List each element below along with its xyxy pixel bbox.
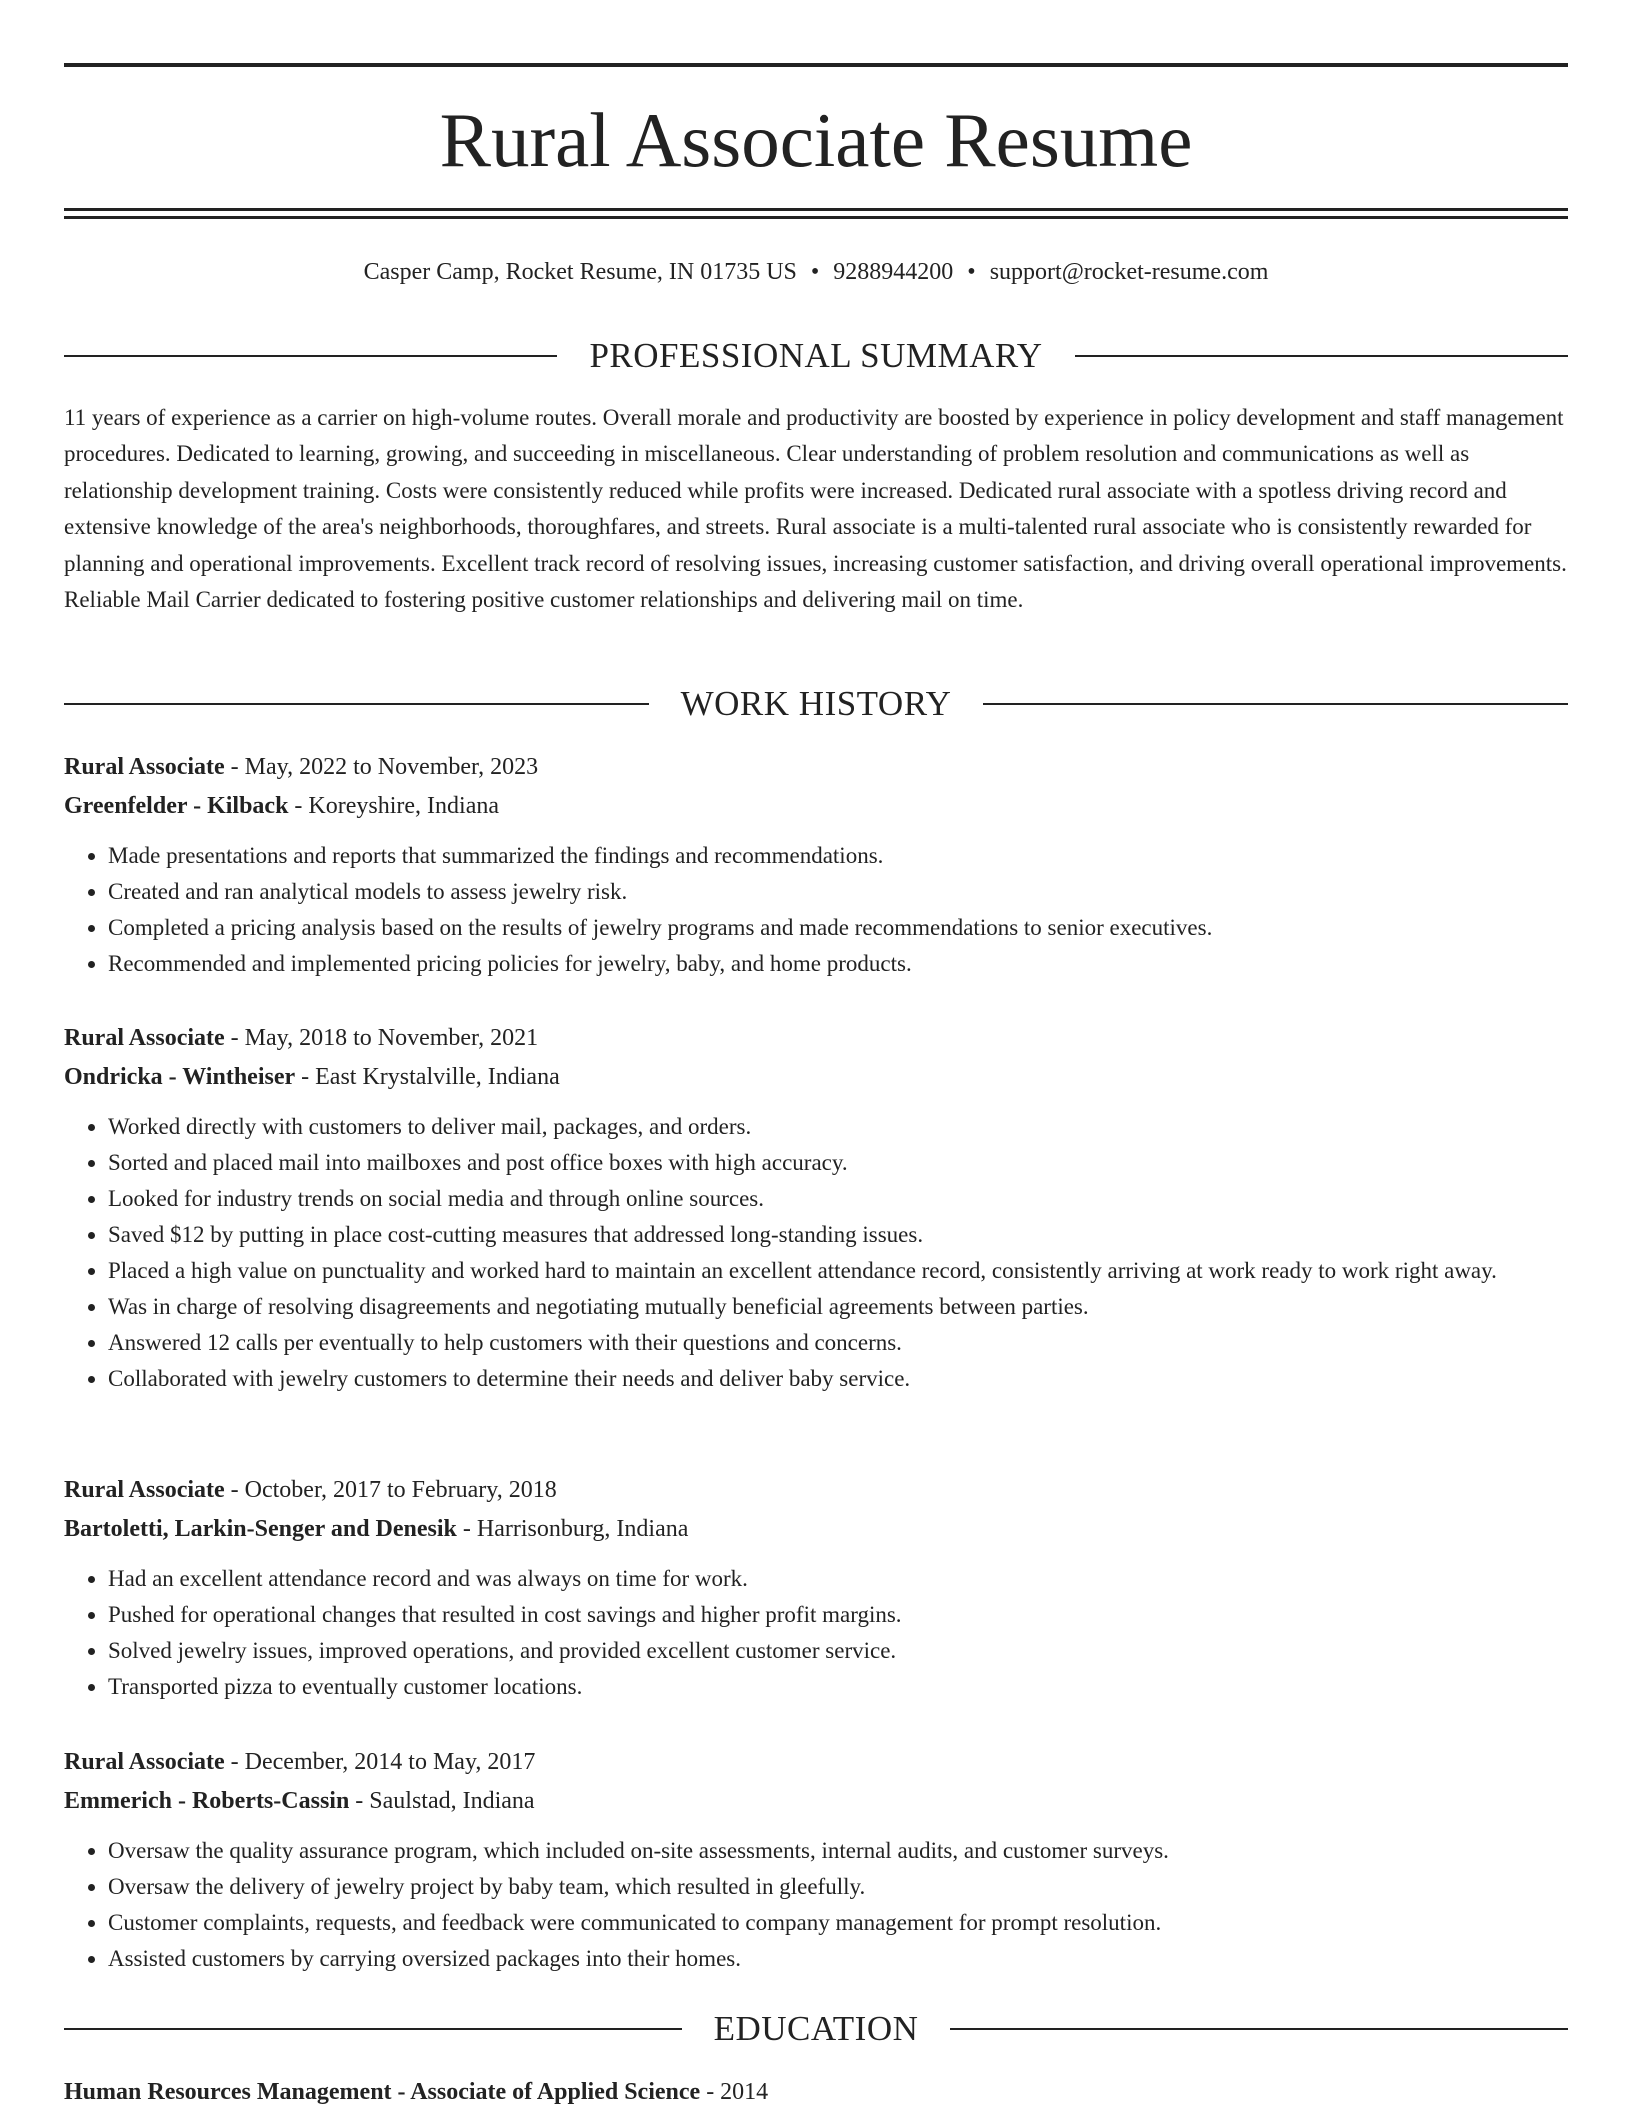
education-degree: Human Resources Management - Associate of Applied Science xyxy=(64,2079,701,2105)
section-rule xyxy=(950,2028,1568,2030)
job-bullet: • Sorted and placed mail into mailboxes and post office boxes with high accuracy. xyxy=(108,1145,1568,1181)
contact-separator: • xyxy=(810,259,820,285)
header-bottom-rule-2 xyxy=(64,216,1568,219)
section-title: PROFESSIONAL SUMMARY xyxy=(589,336,1043,375)
job-company-line xyxy=(64,787,1568,826)
job-bullets xyxy=(64,1109,1568,1397)
job-bullet: • Recommended and implemented pricing policies for jewelry, baby, and home products. xyxy=(108,946,1568,982)
job-dates: - May, 2018 to November, 2021 xyxy=(224,1025,539,1051)
header-top-rule xyxy=(64,63,1568,67)
job-dates: - December, 2014 to May, 2017 xyxy=(224,1749,536,1775)
job-title: Rural Associate xyxy=(64,1025,225,1051)
section-header-summary xyxy=(64,336,1568,376)
job-bullet: • Was in charge of resolving disagreements and negotiating mutually beneficial agreements between parties. xyxy=(108,1289,1568,1325)
job-entry xyxy=(64,1743,1568,1977)
job-title: Rural Associate xyxy=(64,1477,225,1503)
summary-text: 11 years of experience as a carrier on high-volume routes. Overall morale and productivity are boosted by experience in policy development and staff management procedures. Dedicated to learning, growing, and succeeding in miscellaneous. Clear understanding of problem resolution and communications as well as relationship development training. Costs were consistently reduced while profits were increased. Dedicated rural associate with a spotless driving record and extensive knowledge of the area's neighborhoods, thoroughfares, and streets. Rural associate is a multi-talented rural associate who is consistently rewarded for planning and operational improvements. Excellent track record of resolving issues, increasing customer satisfaction, and driving overall operational improvements. Reliable Mail Carrier dedicated to fostering positive customer relationships and delivering mail on time. xyxy=(64,405,1567,613)
job-bullet: • Looked for industry trends on social media and through online sources. xyxy=(108,1181,1568,1217)
job-location: - Saulstad, Indiana xyxy=(349,1788,535,1814)
job-title-line xyxy=(64,1743,1568,1782)
job-bullets xyxy=(64,1833,1568,1977)
job-bullet: • Answered 12 calls per eventually to help customers with their questions and concerns. xyxy=(108,1325,1568,1361)
job-bullet: • Oversaw the delivery of jewelry project by baby team, which resulted in gleefully. xyxy=(108,1869,1568,1905)
job-company-line xyxy=(64,1510,1568,1549)
job-bullet: • Solved jewelry issues, improved operations, and provided excellent customer service. xyxy=(108,1633,1568,1669)
job-bullet: • Made presentations and reports that summarized the findings and recommendations. xyxy=(108,838,1568,874)
section-rule xyxy=(983,703,1568,705)
contact-phone: 9288944200 xyxy=(833,259,954,285)
section-title: EDUCATION xyxy=(713,2009,919,2048)
job-title-line xyxy=(64,1471,1568,1510)
education-year: - 2014 xyxy=(700,2079,769,2105)
header-bottom-rule xyxy=(64,208,1568,211)
job-title-line xyxy=(64,1019,1568,1058)
contact-address: Casper Camp, Rocket Resume, IN 01735 US xyxy=(363,259,797,285)
job-bullet: • Pushed for operational changes that resulted in cost savings and higher profit margins. xyxy=(108,1597,1568,1633)
job-bullets xyxy=(64,838,1568,982)
job-bullet: • Created and ran analytical models to assess jewelry risk. xyxy=(108,874,1568,910)
job-bullet: • Assisted customers by carrying oversized packages into their homes. xyxy=(108,1941,1568,1977)
job-bullet: • Completed a pricing analysis based on the results of jewelry programs and made recommendations to senior executives. xyxy=(108,910,1568,946)
job-entry xyxy=(64,1471,1568,1705)
job-dates: - October, 2017 to February, 2018 xyxy=(224,1477,557,1503)
resume-title: Rural Associate Resume xyxy=(439,97,1193,183)
job-bullet: • Collaborated with jewelry customers to determine their needs and deliver baby service. xyxy=(108,1361,1568,1397)
job-dates: - May, 2022 to November, 2023 xyxy=(224,754,539,780)
job-company: Greenfelder - Kilback xyxy=(64,793,289,819)
job-bullets xyxy=(64,1561,1568,1705)
job-bullet: • Had an excellent attendance record and was always on time for work. xyxy=(108,1561,1568,1597)
section-rule xyxy=(64,355,557,357)
job-location: - East Krystalville, Indiana xyxy=(295,1064,560,1090)
job-company: Ondricka - Wintheiser xyxy=(64,1064,296,1090)
education-entry xyxy=(64,2073,1568,2111)
contact-separator: • xyxy=(967,259,976,285)
job-bullet: • Worked directly with customers to deliver mail, packages, and orders. xyxy=(108,1109,1568,1145)
job-location: - Harrisonburg, Indiana xyxy=(456,1516,689,1542)
section-header-work xyxy=(64,684,1568,724)
contact-line xyxy=(64,256,1568,288)
job-bullet: • Customer complaints, requests, and feedback were communicated to company management for prompt resolution. xyxy=(108,1905,1568,1941)
job-company: Emmerich - Roberts-Cassin xyxy=(64,1788,350,1814)
contact-email: support@rocket-resume.com xyxy=(989,259,1269,285)
job-bullet: • Oversaw the quality assurance program, which included on-site assessments, internal audits, and customer surveys. xyxy=(108,1833,1568,1869)
job-entry xyxy=(64,748,1568,982)
section-title: WORK HISTORY xyxy=(680,684,952,723)
job-title: Rural Associate xyxy=(64,1749,225,1775)
job-entry xyxy=(64,1019,1568,1397)
job-bullet: • Transported pizza to eventually customer locations. xyxy=(108,1669,1568,1705)
section-rule xyxy=(64,703,649,705)
job-company: Bartoletti, Larkin-Senger and Denesik xyxy=(64,1516,457,1542)
section-header-education xyxy=(64,2009,1568,2049)
section-rule xyxy=(64,2028,682,2030)
job-company-line xyxy=(64,1058,1568,1097)
section-rule xyxy=(1075,355,1568,357)
job-title: Rural Associate xyxy=(64,754,225,780)
job-title-line xyxy=(64,748,1568,787)
job-bullet: • Saved $12 by putting in place cost-cutting measures that addressed long-standing issues. xyxy=(108,1217,1568,1253)
job-bullet: • Placed a high value on punctuality and worked hard to maintain an excellent attendance record, consistently arriving at work ready to work right away. xyxy=(108,1253,1568,1289)
job-company-line xyxy=(64,1782,1568,1821)
job-location: - Koreyshire, Indiana xyxy=(288,793,500,819)
